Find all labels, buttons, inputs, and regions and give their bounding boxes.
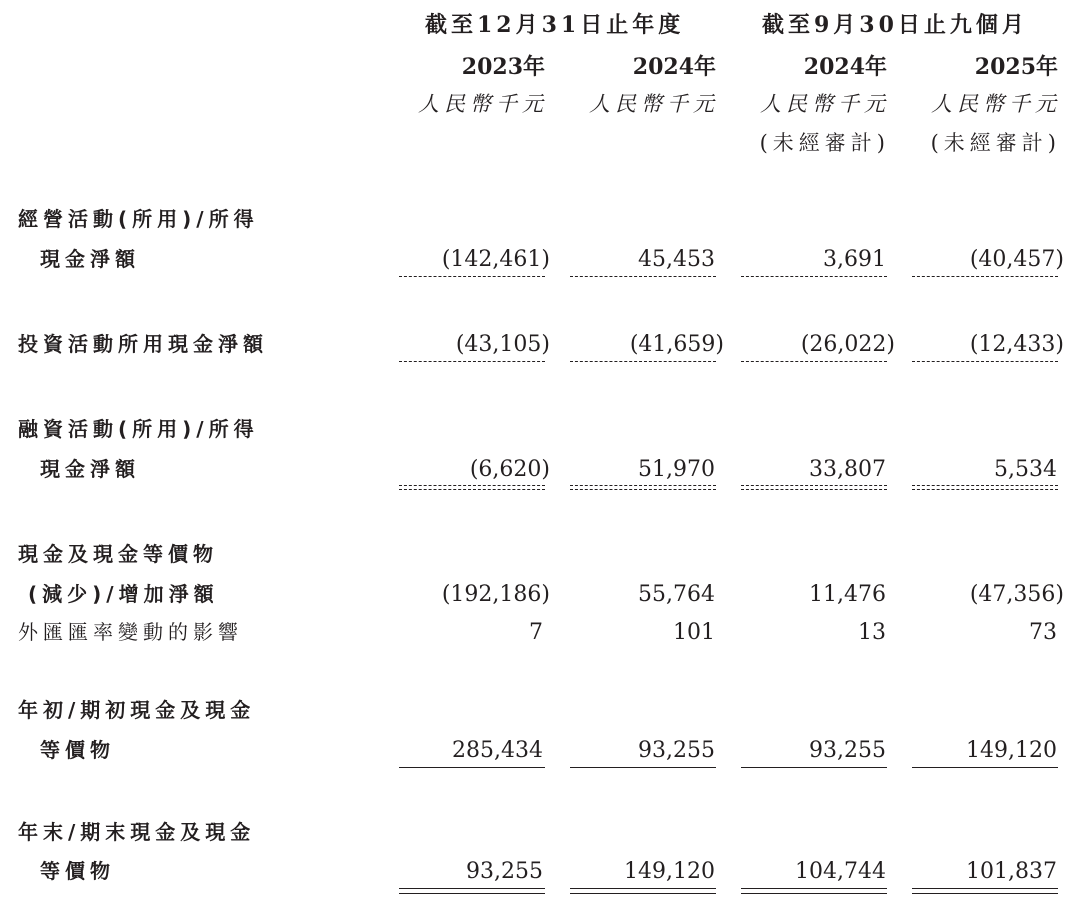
underline-double-dashed-top (741, 485, 887, 486)
underline-double-dashed-bottom (570, 489, 716, 490)
value-investing-2023: (43,105) (455, 332, 550, 357)
value-closing-cash-2023: 93,255 (466, 859, 543, 884)
value-opening-cash-2024-9m: 93,255 (809, 738, 886, 763)
underline-dashed (570, 361, 716, 362)
row-label-operating-line1: 經營活動(所用)/所得 (18, 207, 259, 231)
underline-double-top (570, 888, 716, 889)
underline-dashed (912, 361, 1058, 362)
row-label-investing: 投資活動所用現金淨額 (18, 332, 268, 356)
header-annual-period: 截至12月31日止年度 (425, 12, 685, 38)
value-financing-2024-9m: 33,807 (809, 457, 886, 482)
underline-double-dashed-top (399, 485, 545, 486)
row-label-net-change-line1: 現金及現金等價物 (18, 542, 218, 566)
row-label-opening-cash-line1: 年初/期初現金及現金 (18, 698, 256, 722)
underline-double-dashed-bottom (912, 489, 1058, 490)
value-closing-cash-2024: 149,120 (624, 859, 715, 884)
underline-double-dashed-top (912, 485, 1058, 486)
underline-double-top (912, 888, 1058, 889)
row-label-financing-line1: 融資活動(所用)/所得 (18, 417, 259, 441)
value-operating-2025-9m: (40,457) (969, 247, 1064, 272)
underline-dashed (741, 276, 887, 277)
underline-double-bottom (912, 893, 1058, 894)
value-closing-cash-2024-9m: 104,744 (795, 859, 886, 884)
row-label-net-change-line2: (減少)/增加淨額 (28, 582, 219, 606)
value-fx-2024: 101 (673, 620, 715, 645)
value-investing-2025-9m: (12,433) (969, 332, 1064, 357)
underline-double-bottom (570, 893, 716, 894)
header-unit-col1: 人民幣千元 (418, 92, 548, 116)
header-unit-col3: 人民幣千元 (760, 92, 890, 116)
underline-dashed (912, 276, 1058, 277)
underline-solid (399, 767, 545, 768)
row-label-closing-cash-line2: 等價物 (40, 859, 115, 883)
value-operating-2024: 45,453 (638, 247, 715, 272)
underline-solid (912, 767, 1058, 768)
underline-dashed (399, 361, 545, 362)
value-operating-2024-9m: 3,691 (823, 247, 886, 272)
header-year-col4: 2025年 (974, 54, 1058, 80)
underline-dashed (570, 276, 716, 277)
value-net-change-2023: (192,186) (441, 582, 550, 607)
value-financing-2023: (6,620) (469, 457, 550, 482)
header-unaudited-col3: (未經審計) (759, 131, 890, 155)
underline-double-dashed-bottom (399, 489, 545, 490)
row-label-opening-cash-line2: 等價物 (40, 738, 115, 762)
header-year-col2: 2024年 (632, 54, 716, 80)
underline-solid (741, 767, 887, 768)
underline-double-top (399, 888, 545, 889)
header-unit-col2: 人民幣千元 (589, 92, 719, 116)
underline-solid (570, 767, 716, 768)
value-operating-2023: (142,461) (441, 247, 550, 272)
value-financing-2024: 51,970 (638, 457, 715, 482)
value-closing-cash-2025-9m: 101,837 (966, 859, 1057, 884)
value-investing-2024-9m: (26,022) (800, 332, 895, 357)
underline-double-top (741, 888, 887, 889)
header-unaudited-col4: (未經審計) (930, 131, 1061, 155)
value-fx-2025-9m: 73 (1029, 620, 1057, 645)
value-opening-cash-2023: 285,434 (452, 738, 543, 763)
row-label-fx-effect: 外匯匯率變動的影響 (18, 620, 243, 644)
value-net-change-2024: 55,764 (638, 582, 715, 607)
underline-double-dashed-top (570, 485, 716, 486)
value-fx-2024-9m: 13 (858, 620, 886, 645)
value-opening-cash-2024: 93,255 (638, 738, 715, 763)
underline-double-bottom (399, 893, 545, 894)
value-opening-cash-2025-9m: 149,120 (966, 738, 1057, 763)
header-year-col3: 2024年 (803, 54, 887, 80)
row-label-closing-cash-line1: 年末/期末現金及現金 (18, 820, 256, 844)
underline-double-bottom (741, 893, 887, 894)
value-net-change-2024-9m: 11,476 (809, 582, 886, 607)
value-investing-2024: (41,659) (629, 332, 724, 357)
underline-dashed (399, 276, 545, 277)
value-net-change-2025-9m: (47,356) (969, 582, 1064, 607)
value-financing-2025-9m: 5,534 (994, 457, 1057, 482)
row-label-operating-line2: 現金淨額 (40, 247, 140, 271)
underline-double-dashed-bottom (741, 489, 887, 490)
header-interim-period: 截至9月30日止九個月 (762, 12, 1028, 38)
row-label-financing-line2: 現金淨額 (40, 457, 140, 481)
underline-dashed (741, 361, 887, 362)
header-year-col1: 2023年 (461, 54, 545, 80)
value-fx-2023: 7 (529, 620, 543, 645)
header-unit-col4: 人民幣千元 (931, 92, 1061, 116)
